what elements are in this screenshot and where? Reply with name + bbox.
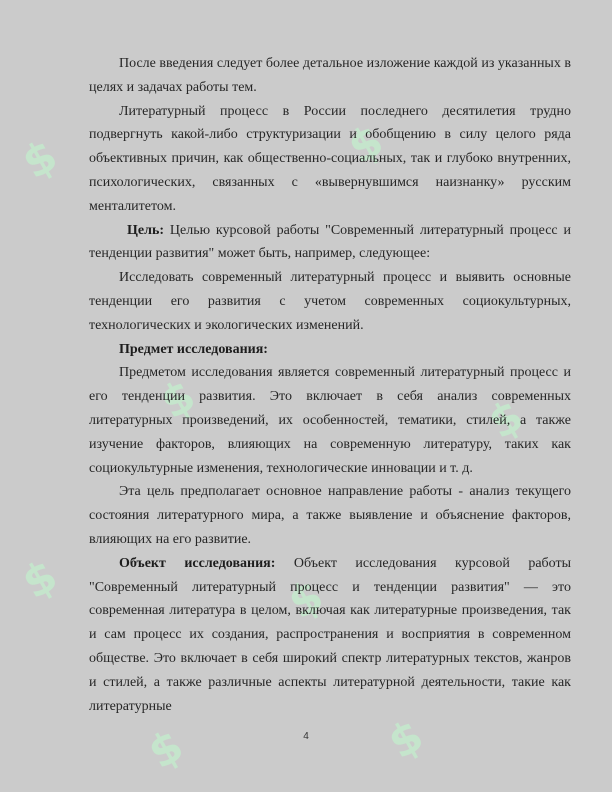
- document-body: [89, 52, 571, 718]
- subject-heading: Предмет исследования:: [119, 341, 268, 357]
- watermark-symbol: $: [14, 550, 67, 610]
- page-number: 4: [303, 731, 309, 742]
- watermark-symbol: $: [480, 390, 533, 450]
- goal-text: Целью курсовой работы "Современный литературный процесс и тенденции развития" может быть, например, следующее:: [89, 222, 571, 262]
- paragraph-subject: Предметом исследования является современный литературный процесс и его тенденции развития. Это включает в себя анализ современных литературных произведений, их особенностей, тематики, стилей, а также изучение факторов, влияющих на современную литературу, таких как социокультурные изменения, технологические инновации и т. д.: [89, 365, 571, 476]
- object-label: Объект исследования:: [119, 555, 276, 571]
- object-text: Объект исследования курсовой работы "Современный литературный процесс и тенденции развития" — это современная литература в целом, включая как литературные произведения, так и сам процесс их создания, распространения и восприятия в современном обществе. Это включает в себя широкий спектр литературных текстов, жанров и стилей, а также различные аспекты литературной деятельности, такие как литературные: [89, 555, 571, 714]
- watermark-symbol: $: [14, 130, 67, 190]
- paragraph-intro: После введения следует более детальное изложение каждой из указанных в целях и задачах работы тем.: [89, 56, 571, 95]
- watermark-symbol: $: [380, 710, 433, 770]
- paragraph-goal: [89, 219, 571, 267]
- watermark-symbol: $: [340, 115, 393, 175]
- goal-label: Цель:: [127, 222, 165, 238]
- watermark-symbol: $: [140, 720, 193, 780]
- watermark-symbol: $: [152, 370, 205, 430]
- paragraph-direction: Эта цель предполагает основное направление работы - анализ текущего состояния литературного мира, а также выявление и объяснение факторов, влияющих на его развитие.: [89, 484, 571, 547]
- watermark-symbol: $: [280, 570, 333, 630]
- paragraph-literary-process: Литературный процесс в России последнего десятилетия трудно подвергнуть какой-либо структуризации и обобщению в силу целого ряда объективных причин, как общественно-социальных, так и глубоко внутренних, психологических, связанных с «вывернувшимся наизнанку» русским менталитетом.: [89, 103, 571, 214]
- paragraph-object: [89, 552, 571, 719]
- paragraph-goal-detail: Исследовать современный литературный процесс и выявить основные тенденции его развития с учетом современных социокультурных, технологических и экологических изменений.: [89, 270, 571, 333]
